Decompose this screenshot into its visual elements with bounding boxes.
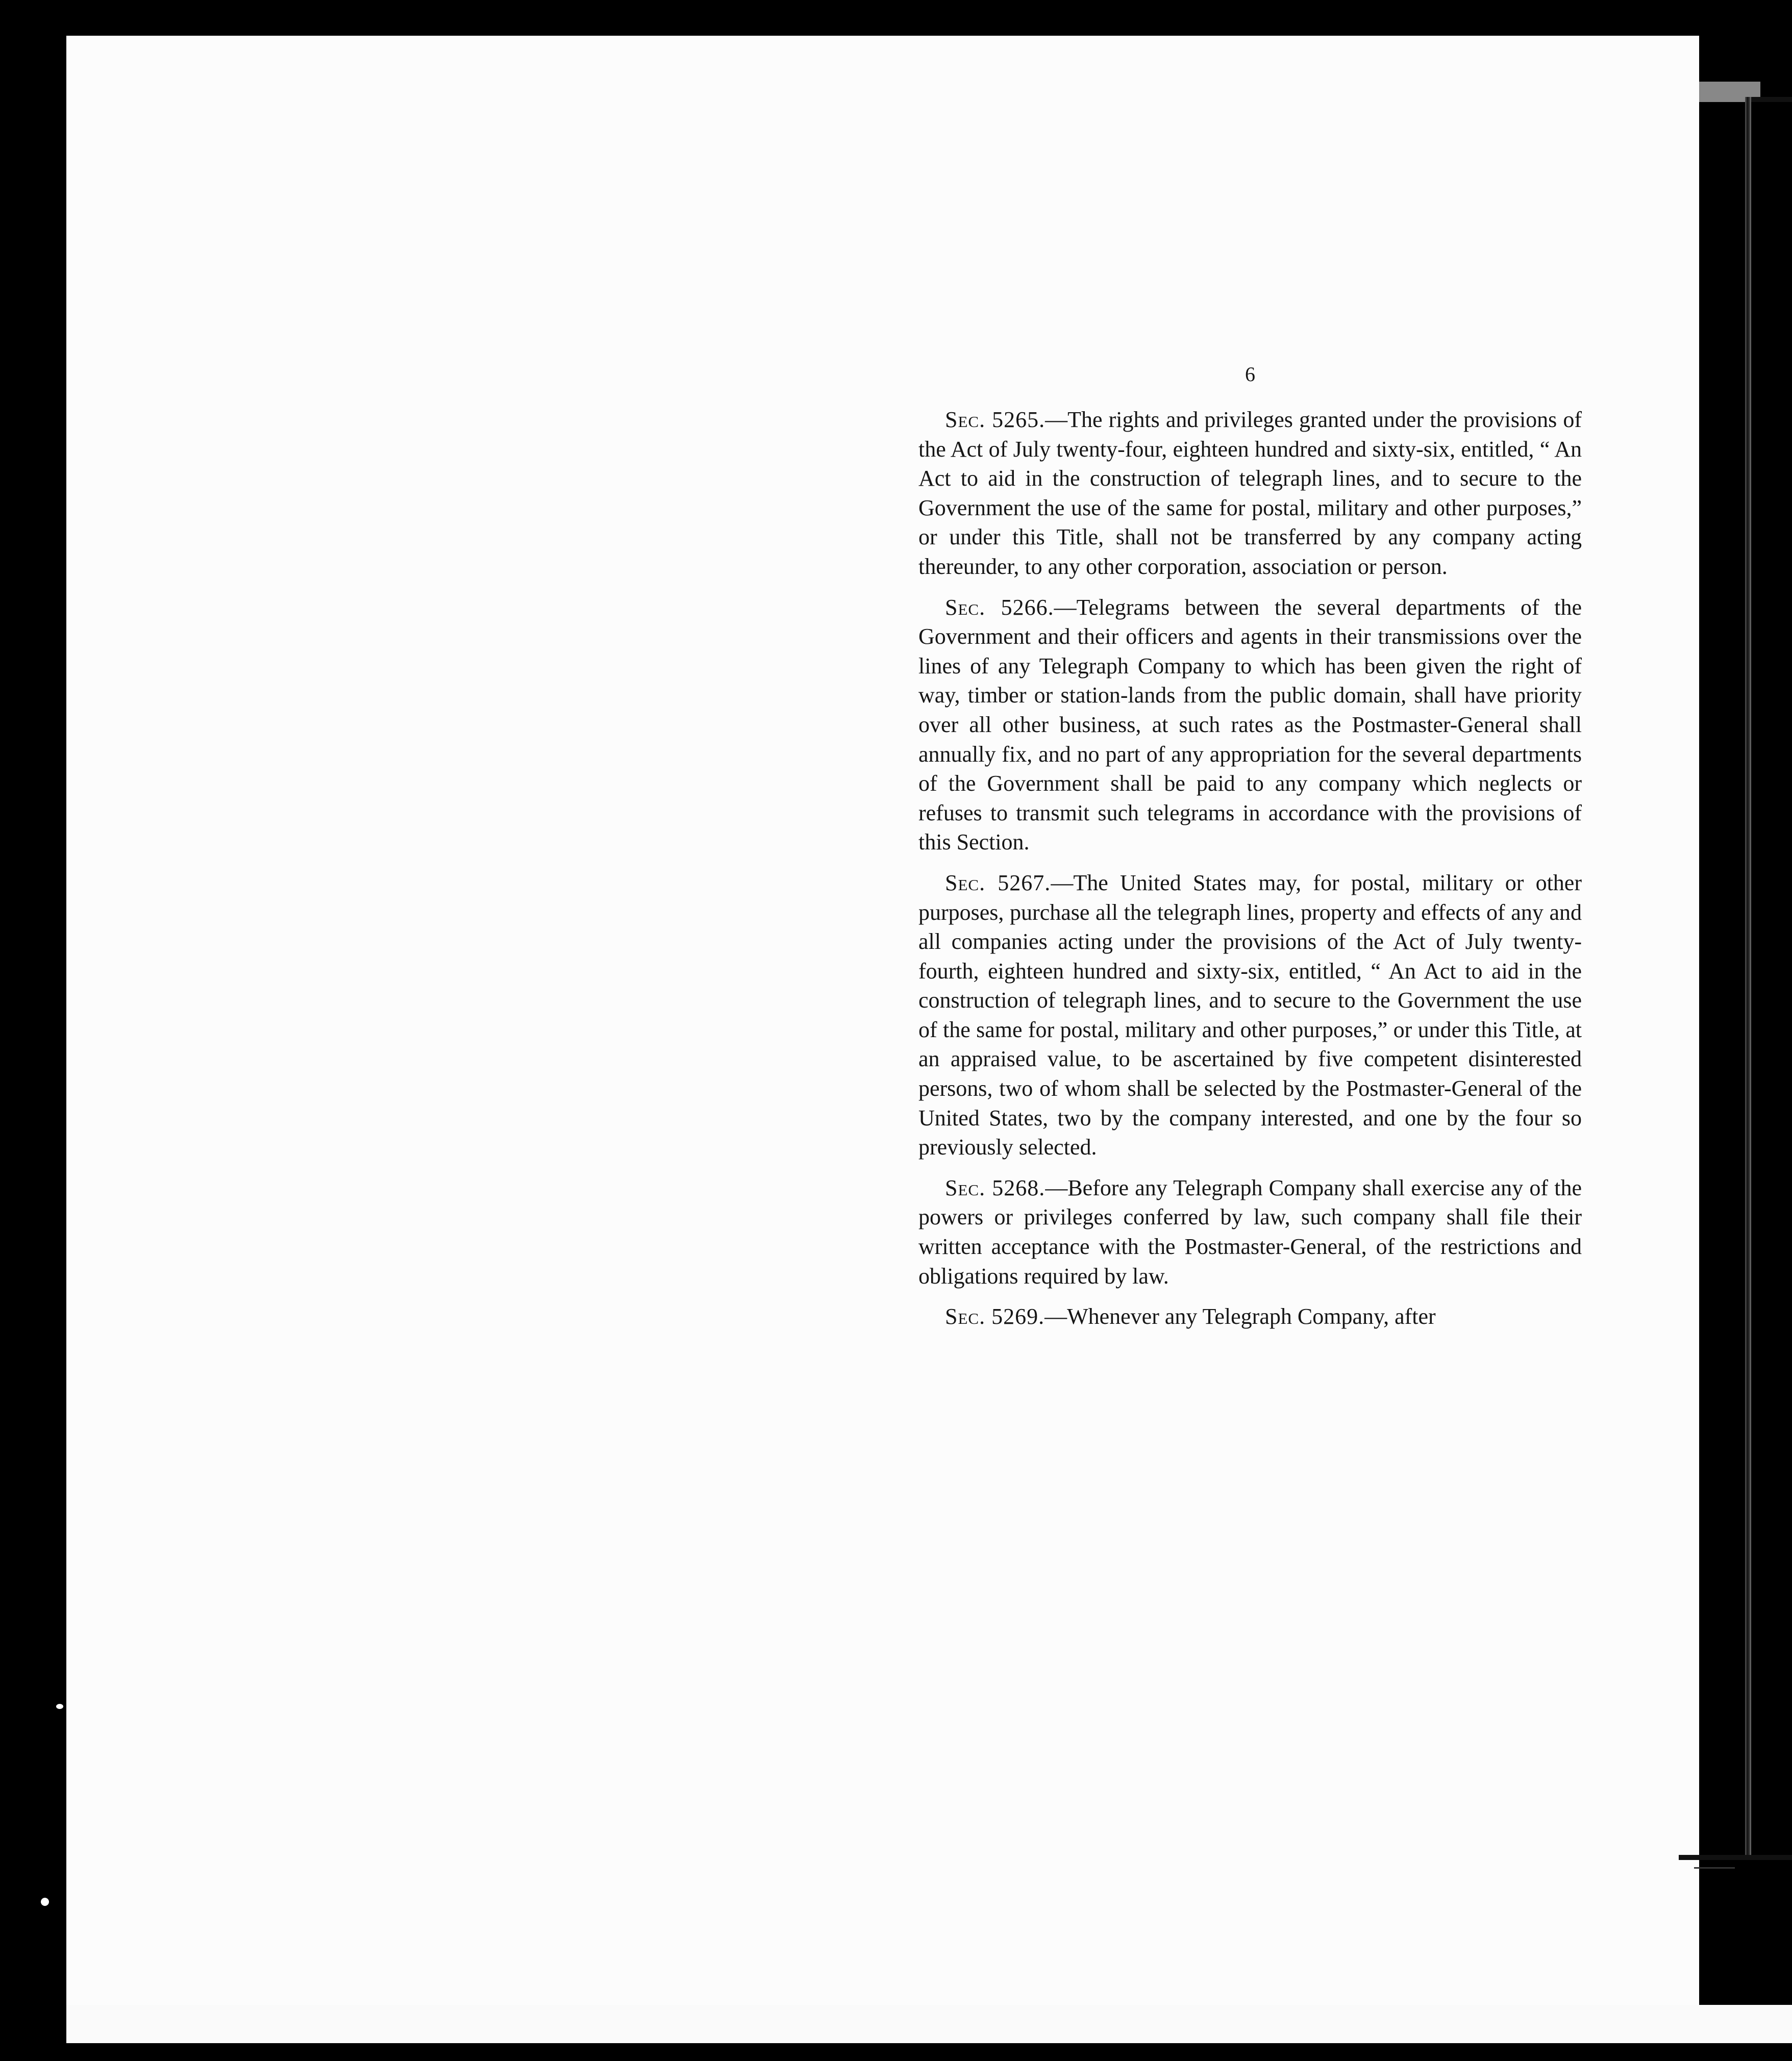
section-text: —Telegrams between the several departments of the Government and their officers and agents in their transmissions over the lines of any Telegraph Company to which has been given the right of way, timber or station-lands from the public domain, shall have priority over all other business, at such rates as the Postmaster-General shall annually fix, and no part of any appropriation for the several departments of the Government shall be paid to any company which neglects or refuses to transmit such telegrams in accordance with the provisions of this Section.: [918, 594, 1582, 855]
section-text: —Whenever any Telegraph Company, after: [1044, 1304, 1436, 1329]
section-label: Sec. 5265.: [945, 407, 1046, 432]
section-text: —The United States may, for postal, military or other purposes, purchase all the telegraph lines, property and effects of any and all companies acting under the provisions of the Act of July twenty-fourth, eighteen hundred and sixty-six, entitled, “ An Act to aid in the construction of telegraph lines, and to secure to the Government the use of the same for postal, military and other purposes,” or under this Title, at an appraised value, to be ascertained by five competent disinterested persons, two of whom shall be selected by the Postmaster-General of the United States, two by the company interested, and one by the four so previously selected.: [918, 870, 1582, 1160]
section-paragraph: [918, 1302, 1582, 1331]
section-text: —Before any Telegraph Company shall exercise any of the powers or privileges conferred by law, such company shall file their written acceptance with the Postmaster-General, of the restrictions and obligations required by law.: [918, 1175, 1582, 1289]
right-frame-foot: [1679, 1855, 1792, 1860]
spine-mark: [41, 1898, 49, 1906]
section-label: Sec. 5267.: [945, 870, 1051, 895]
bottom-page-edge: [66, 2005, 1792, 2043]
page-number: 6: [1245, 363, 1255, 386]
section-paragraph: [918, 1173, 1582, 1291]
section-label: Sec. 5268.: [945, 1175, 1046, 1200]
section-label: Sec. 5266.: [945, 594, 1054, 620]
section-paragraph: [918, 593, 1582, 857]
section-paragraph: [918, 868, 1582, 1162]
section-label: Sec. 5269.: [945, 1304, 1045, 1329]
right-frame-bar: [1745, 97, 1751, 1857]
section-paragraph: [918, 405, 1582, 582]
right-frame-tick: [1694, 1867, 1735, 1869]
spine-mark: [56, 1704, 63, 1709]
section-text: —The rights and privileges granted under the provisions of the Act of July twenty-four, eighteen hundred and sixty-six, entitled, “ An Act to aid in the construction of telegraph lines, and to secure to the Government the use of the same for postal, military and other purposes,” or under this Title, shall not be transferred by any company acting thereunder, to any other corporation, association or person.: [918, 407, 1582, 579]
right-frame-cap: [1748, 97, 1792, 102]
document-text: [918, 362, 1582, 1343]
